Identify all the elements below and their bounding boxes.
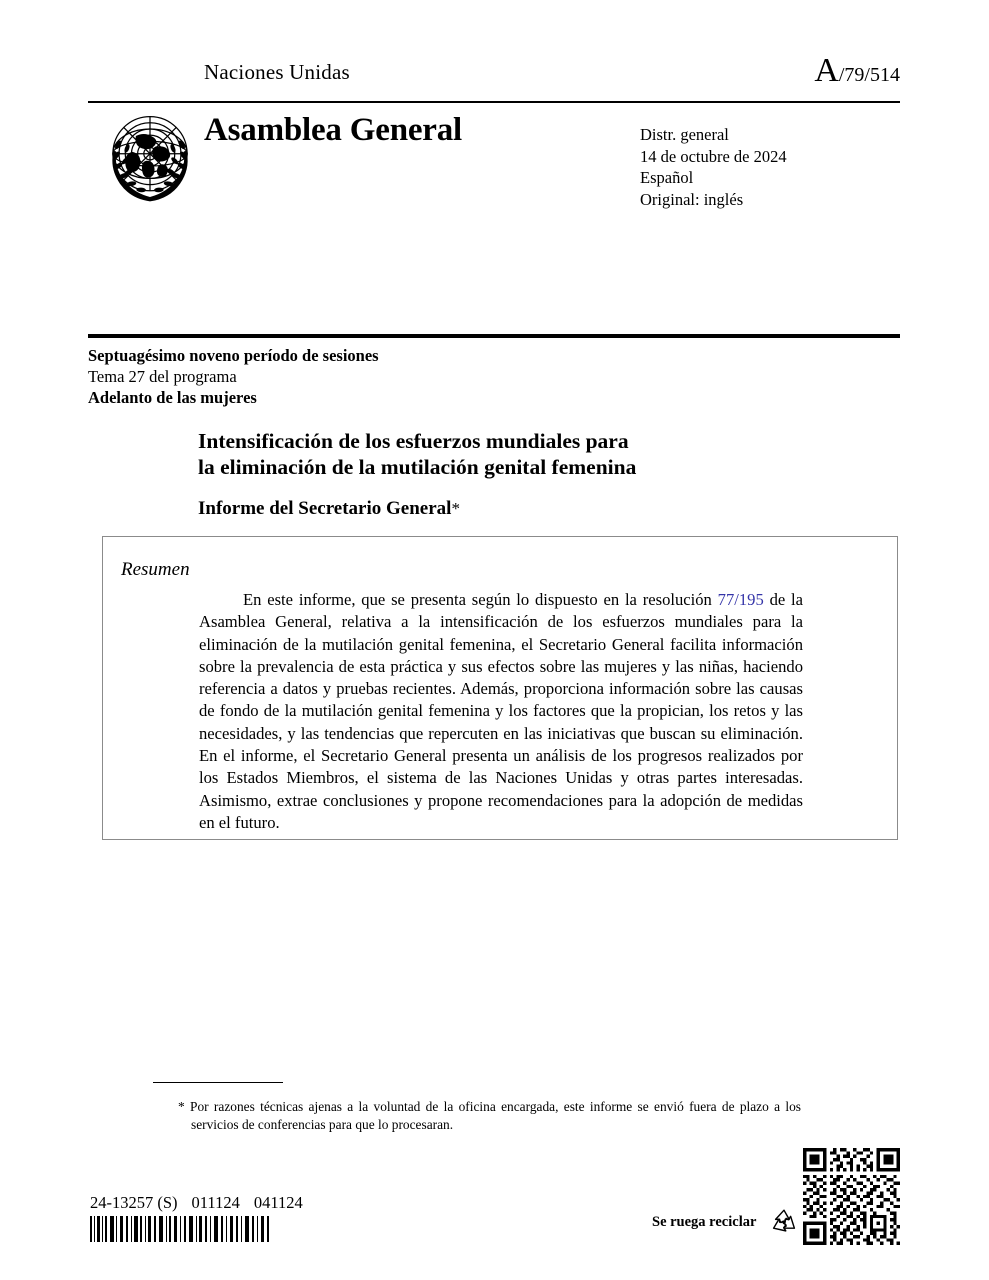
report-footnote-marker: * xyxy=(451,499,460,518)
summary-box xyxy=(102,536,898,840)
summary-label: Resumen xyxy=(121,559,190,580)
footnote-text: Por razones técnicas ajenas a la voluntad de la oficina encargada, este informe se envió fuera de plazo a los servicios de conferencias para que lo procesaran. xyxy=(190,1099,801,1132)
document-symbol-letter: A xyxy=(814,52,839,89)
distribution-block xyxy=(640,124,787,210)
summary-text xyxy=(199,589,803,834)
recycle-text: Se ruega reciclar xyxy=(652,1214,757,1230)
barcode xyxy=(90,1216,272,1242)
footnote-separator xyxy=(153,1082,283,1083)
distribution-type: Distr. general xyxy=(640,125,729,144)
session-period: Septuagésimo noveno período de sesiones xyxy=(88,346,379,365)
distribution-language: Español xyxy=(640,168,694,187)
organ-title: Asamblea General xyxy=(204,112,463,148)
date-code-2: 041124 xyxy=(253,1193,303,1212)
session-topic: Adelanto de las mujeres xyxy=(88,388,257,407)
recycle-icon xyxy=(768,1207,800,1237)
page-title xyxy=(198,428,818,480)
document-symbol-number: /79/514 xyxy=(838,64,900,86)
un-emblem xyxy=(97,106,203,212)
qr-code[interactable] xyxy=(803,1148,900,1245)
session-block xyxy=(88,345,379,408)
footnote-marker: * xyxy=(178,1099,185,1114)
organization-name: Naciones Unidas xyxy=(204,60,350,84)
report-subtitle xyxy=(198,498,460,520)
report-subtitle-label: Informe del Secretario General xyxy=(198,498,452,519)
distribution-original: Original: inglés xyxy=(640,189,744,209)
job-number xyxy=(90,1193,303,1213)
masthead xyxy=(88,52,900,96)
date-code-1: 011124 xyxy=(191,1193,240,1212)
summary-text-before-link: En este informe, que se presenta según lo dispuesto en la resolución xyxy=(243,590,718,609)
agenda-item: Tema 27 del programa xyxy=(88,367,237,386)
masthead-top-row xyxy=(88,52,900,96)
job-number-value: 24-13257 (S) xyxy=(90,1193,178,1212)
page-title-line-1: Intensificación de los esfuerzos mundiales para xyxy=(198,429,629,453)
header-rule-thin xyxy=(88,101,900,103)
document-symbol xyxy=(814,54,900,88)
footnote xyxy=(178,1098,801,1134)
page-title-line-2: la eliminación de la mutilación genital femenina xyxy=(198,455,637,479)
summary-text-after-link: de la Asamblea General, relativa a la intensificación de los esfuerzos mundiales para la eliminación de la mutilación genital femenina, el Secretario General facilita información sobre la prevalencia de esta práctica y sus efectos sobre las mujeres y las niñas, haciendo referencia a datos y pruebas recientes. Además, proporciona información sobre las causas de fondo de la mutilación genital femenina y los factores que la propician, los retos y las necesidades, y las tendencias que repercuten en las iniciativas que buscan su eliminación. En el informe, el Secretario General presenta un análisis de los progresos realizados por los Estados Miembros, el sistema de las Naciones Unidas y otras partes interesadas. Asimismo, extrae conclusiones y propone recomendaciones para la adopción de medidas en el futuro. xyxy=(199,590,804,832)
header-rule-thick xyxy=(88,334,900,338)
distribution-date: 14 de octubre de 2024 xyxy=(640,146,787,166)
resolution-link[interactable]: 77/195 xyxy=(717,590,764,609)
